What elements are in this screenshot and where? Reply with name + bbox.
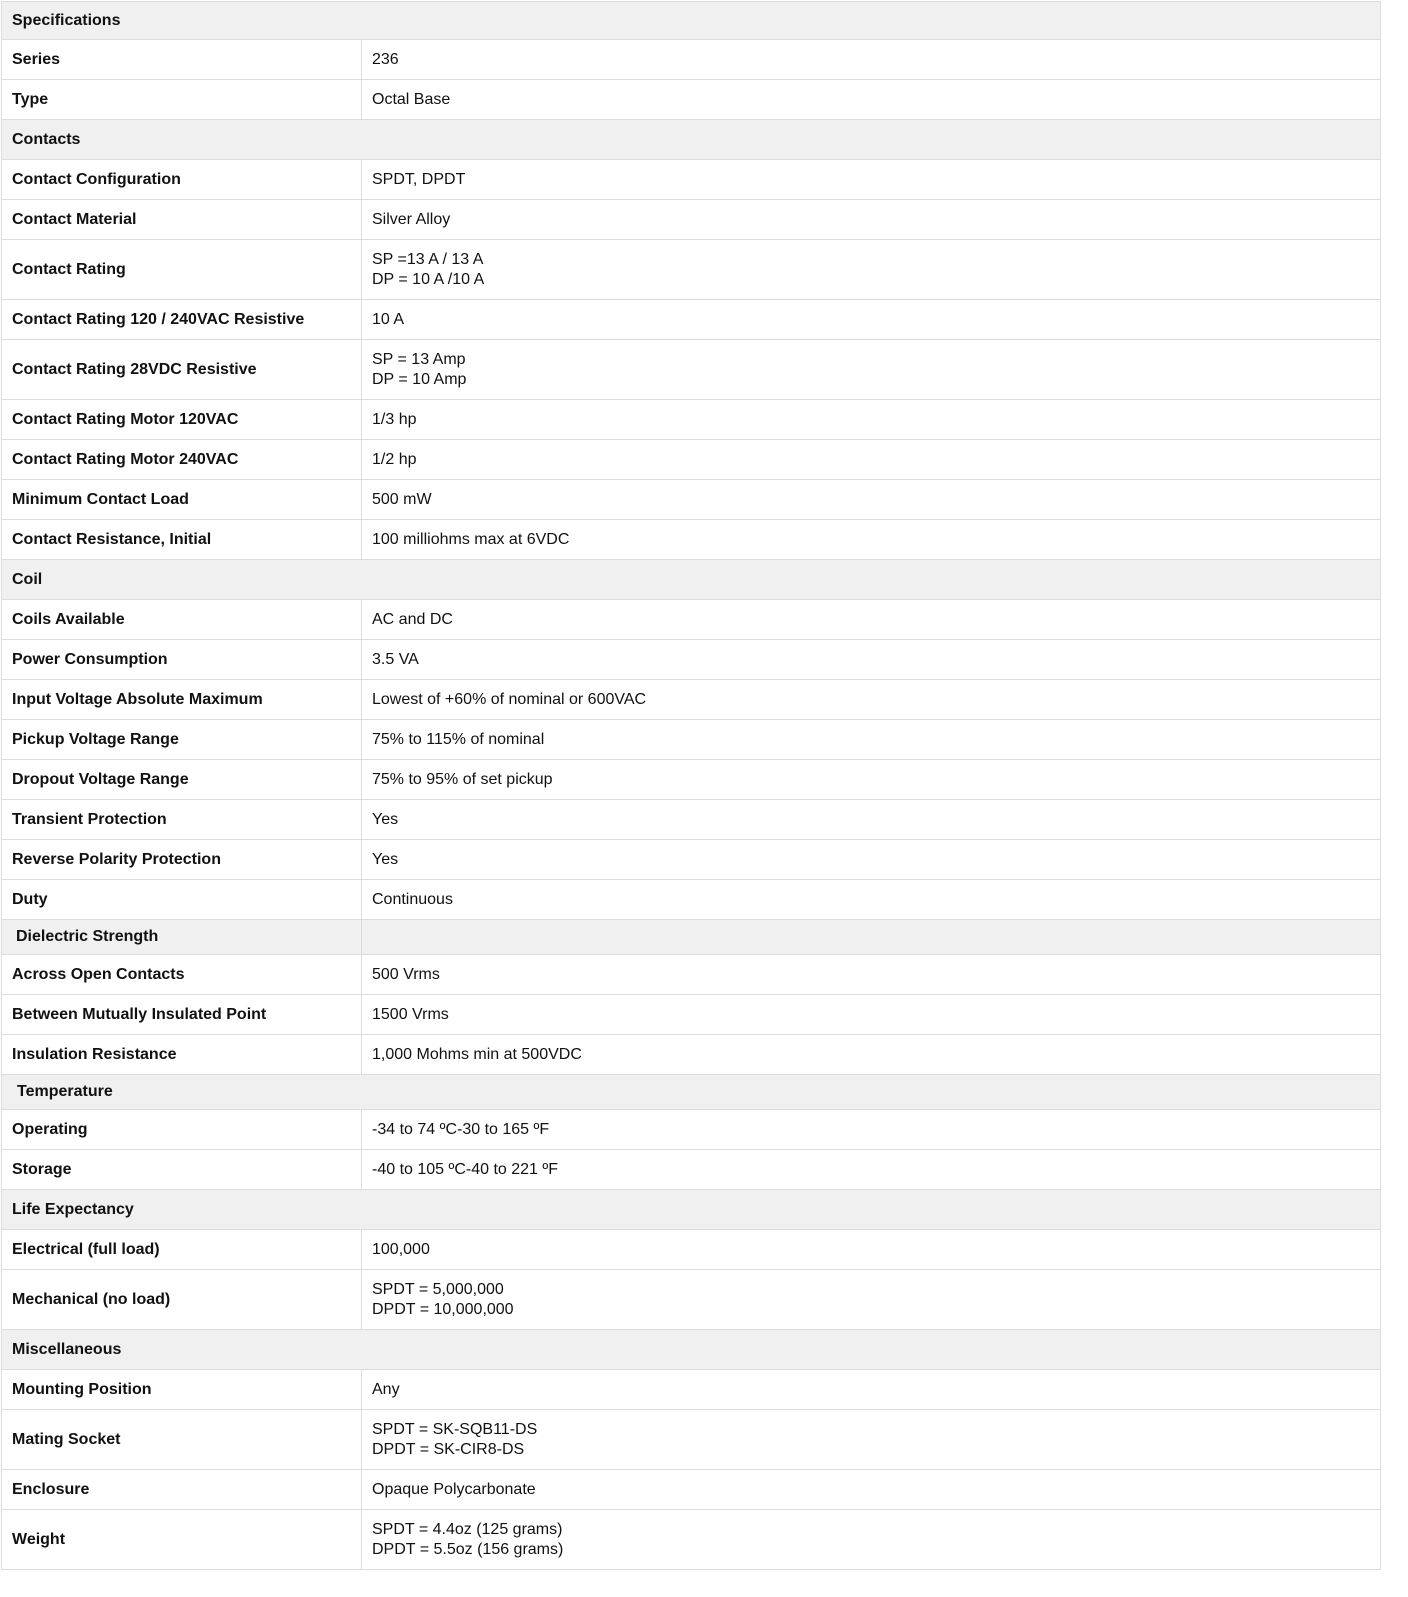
spec-label: Reverse Polarity Protection — [2, 840, 362, 879]
section-title: Specifications — [12, 11, 121, 29]
spec-label: Contact Rating 120 / 240VAC Resistive — [2, 300, 362, 339]
section-title: Coil — [12, 570, 43, 588]
spec-value-line: DPDT = 5.5oz (156 grams) — [372, 1540, 564, 1558]
table-row — [2, 200, 1380, 240]
spec-label: Contact Rating Motor 240VAC — [2, 440, 362, 479]
section-title: Miscellaneous — [12, 1340, 122, 1358]
spec-label: Weight — [2, 1510, 362, 1569]
spec-label: Input Voltage Absolute Maximum — [2, 680, 362, 719]
table-row — [2, 1270, 1380, 1330]
table-row — [2, 160, 1380, 200]
spec-value-line: Silver Alloy — [372, 210, 451, 228]
spec-label: Contact Rating Motor 120VAC — [2, 400, 362, 439]
spec-label: Contact Configuration — [2, 160, 362, 199]
spec-value — [362, 1510, 1380, 1569]
spec-value — [362, 1370, 1380, 1409]
spec-value-line: SPDT = 5,000,000 — [372, 1280, 504, 1298]
spec-label: Operating — [2, 1110, 362, 1149]
spec-label: Duty — [2, 880, 362, 919]
spec-label: Contact Resistance, Initial — [2, 520, 362, 559]
spec-value — [362, 1150, 1380, 1189]
spec-label: Type — [2, 80, 362, 119]
spec-value-line: 75% to 115% of nominal — [372, 730, 545, 748]
section-title: Contacts — [12, 130, 81, 148]
spec-value — [362, 1035, 1380, 1074]
spec-label: Contact Rating 28VDC Resistive — [2, 340, 362, 399]
table-row — [2, 760, 1380, 800]
spec-value-line: 500 Vrms — [372, 965, 440, 983]
spec-value — [362, 680, 1380, 719]
spec-value — [362, 80, 1380, 119]
spec-value — [362, 200, 1380, 239]
spec-value-line: DPDT = SK-CIR8-DS — [372, 1440, 525, 1458]
spec-value-line: Any — [372, 1380, 400, 1398]
spec-value-line: SPDT, DPDT — [372, 170, 466, 188]
table-row — [2, 840, 1380, 880]
spec-value-line: 100,000 — [372, 1240, 430, 1258]
table-row — [2, 880, 1380, 920]
spec-value-line: Octal Base — [372, 90, 451, 108]
spec-label: Across Open Contacts — [2, 955, 362, 994]
spec-value-line: DP = 10 Amp — [372, 370, 467, 388]
table-row — [2, 640, 1380, 680]
spec-value-line: 500 mW — [372, 490, 432, 508]
spec-label: Mechanical (no load) — [2, 1270, 362, 1329]
table-row — [2, 40, 1380, 80]
spec-value — [362, 800, 1380, 839]
spec-label: Dropout Voltage Range — [2, 760, 362, 799]
spec-value — [362, 1230, 1380, 1269]
section-header-specifications — [2, 2, 1380, 40]
table-row — [2, 1035, 1380, 1075]
spec-value-line: Opaque Polycarbonate — [372, 1480, 536, 1498]
spec-value-line: 75% to 95% of set pickup — [372, 770, 553, 788]
spec-value — [362, 480, 1380, 519]
table-row — [2, 520, 1380, 560]
table-row — [2, 400, 1380, 440]
spec-value — [362, 640, 1380, 679]
table-row — [2, 240, 1380, 300]
table-row — [2, 1510, 1380, 1570]
table-row — [2, 1470, 1380, 1510]
spec-value-line: DPDT = 10,000,000 — [372, 1300, 514, 1318]
spec-value-line: SP =13 A / 13 A — [372, 250, 484, 268]
spec-value — [362, 40, 1380, 79]
spec-value — [362, 1270, 1380, 1329]
spec-value — [362, 400, 1380, 439]
section-header-life-expectancy — [2, 1190, 1380, 1230]
spec-value-line: DP = 10 A /10 A — [372, 270, 485, 288]
table-row — [2, 1410, 1380, 1470]
section-empty-cell — [362, 920, 1380, 954]
table-row — [2, 440, 1380, 480]
spec-value-line: Lowest of +60% of nominal or 600VAC — [372, 690, 647, 708]
table-row — [2, 480, 1380, 520]
spec-value — [362, 1470, 1380, 1509]
spec-value — [362, 240, 1380, 299]
spec-label: Mating Socket — [2, 1410, 362, 1469]
table-row — [2, 340, 1380, 400]
section-title: Life Expectancy — [12, 1200, 134, 1218]
spec-value — [362, 955, 1380, 994]
table-row — [2, 800, 1380, 840]
section-title: Temperature — [17, 1083, 113, 1100]
table-row — [2, 1150, 1380, 1190]
section-title: Dielectric Strength — [2, 920, 362, 954]
spec-label: Electrical (full load) — [2, 1230, 362, 1269]
section-header-contacts — [2, 120, 1380, 160]
spec-label: Contact Rating — [2, 240, 362, 299]
spec-value — [362, 440, 1380, 479]
spec-value-line: 1,000 Mohms min at 500VDC — [372, 1045, 582, 1063]
section-header-temperature — [2, 1075, 1380, 1110]
spec-value-line: 100 milliohms max at 6VDC — [372, 530, 570, 548]
spec-value-line: 3.5 VA — [372, 650, 419, 668]
table-row — [2, 80, 1380, 120]
table-row — [2, 1370, 1380, 1410]
table-row — [2, 720, 1380, 760]
spec-value-line: 1/3 hp — [372, 410, 417, 428]
spec-label: Between Mutually Insulated Point — [2, 995, 362, 1034]
spec-value — [362, 160, 1380, 199]
section-header-dielectric-strength — [2, 920, 1380, 955]
spec-value-line: 10 A — [372, 310, 405, 328]
table-row — [2, 680, 1380, 720]
spec-label: Power Consumption — [2, 640, 362, 679]
spec-value-line: 1500 Vrms — [372, 1005, 449, 1023]
spec-value — [362, 760, 1380, 799]
spec-label: Storage — [2, 1150, 362, 1189]
spec-label: Coils Available — [2, 600, 362, 639]
spec-value — [362, 600, 1380, 639]
table-row — [2, 995, 1380, 1035]
table-row — [2, 955, 1380, 995]
spec-label: Pickup Voltage Range — [2, 720, 362, 759]
spec-value — [362, 995, 1380, 1034]
table-row — [2, 300, 1380, 340]
spec-value-line: -34 to 74 ºC-30 to 165 ºF — [372, 1120, 550, 1138]
spec-value — [362, 1110, 1380, 1149]
table-row — [2, 1230, 1380, 1270]
spec-label: Minimum Contact Load — [2, 480, 362, 519]
specifications-table — [1, 1, 1381, 1570]
spec-value — [362, 720, 1380, 759]
spec-label: Contact Material — [2, 200, 362, 239]
spec-label: Insulation Resistance — [2, 1035, 362, 1074]
spec-value — [362, 840, 1380, 879]
spec-value-line: 1/2 hp — [372, 450, 417, 468]
spec-label: Enclosure — [2, 1470, 362, 1509]
spec-label: Transient Protection — [2, 800, 362, 839]
spec-value — [362, 520, 1380, 559]
spec-value-line: SP = 13 Amp — [372, 350, 466, 368]
spec-value-line: AC and DC — [372, 610, 453, 628]
table-row — [2, 600, 1380, 640]
section-header-miscellaneous — [2, 1330, 1380, 1370]
spec-value-line: -40 to 105 ºC-40 to 221 ºF — [372, 1160, 559, 1178]
spec-value-line: 236 — [372, 50, 399, 68]
spec-value-line: Yes — [372, 850, 399, 868]
spec-value — [362, 880, 1380, 919]
spec-value — [362, 300, 1380, 339]
spec-value-line: SPDT = SK-SQB11-DS — [372, 1420, 538, 1438]
spec-value — [362, 340, 1380, 399]
spec-value-line: SPDT = 4.4oz (125 grams) — [372, 1520, 563, 1538]
spec-value-line: Yes — [372, 810, 399, 828]
spec-value — [362, 1410, 1380, 1469]
spec-value-line: Continuous — [372, 890, 453, 908]
table-row — [2, 1110, 1380, 1150]
spec-label: Series — [2, 40, 362, 79]
section-header-coil — [2, 560, 1380, 600]
spec-label: Mounting Position — [2, 1370, 362, 1409]
